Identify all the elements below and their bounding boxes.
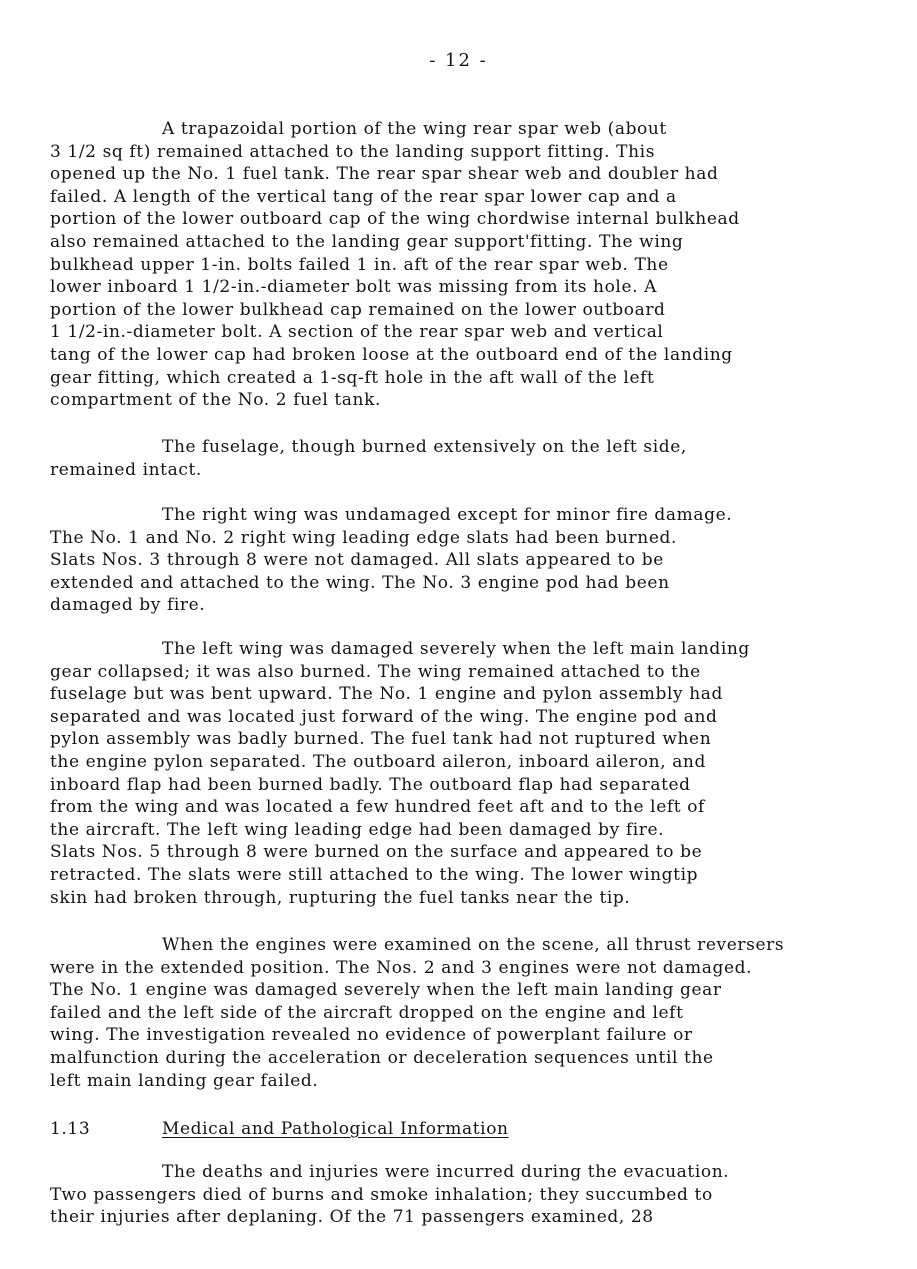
paragraph-line: damaged by fire. <box>50 595 206 616</box>
paragraph-wing-rear-spar <box>50 118 890 412</box>
paragraph-line: lower inboard 1 1/2-in.-diameter bolt was missing from its hole. A <box>50 277 657 298</box>
paragraph-line: Slats Nos. 3 through 8 were not damaged. All slats appeared to be <box>50 550 664 571</box>
paragraph-line: 1 1/2-in.-diameter bolt. A section of the rear spar web and vertical <box>50 322 664 343</box>
paragraph-line: tang of the lower cap had broken loose at the outboard end of the landing <box>50 344 733 365</box>
paragraph-line: The fuselage, though burned extensively on the left side, <box>162 437 687 457</box>
paragraph-line: failed and the left side of the aircraft dropped on the engine and left <box>50 1002 684 1023</box>
paragraph-medical <box>50 1161 890 1229</box>
section-title: Medical and Pathological Information <box>162 1119 509 1139</box>
paragraph-line: The No. 1 engine was damaged severely when the left main landing gear <box>50 980 722 1001</box>
paragraph-line: bulkhead upper 1-in. bolts failed 1 in. aft of the rear spar web. The <box>50 254 669 275</box>
paragraph-line: gear collapsed; it was also burned. The wing remained attached to the <box>50 661 701 682</box>
paragraph-line: Two passengers died of burns and smoke inhalation; they succumbed to <box>50 1184 713 1205</box>
paragraph-right-wing <box>50 504 890 617</box>
paragraph-engines <box>50 934 890 1092</box>
section-heading <box>50 1117 509 1141</box>
paragraph-line: separated and was located just forward of the wing. The engine pod and <box>50 706 718 727</box>
paragraph-line: skin had broken through, rupturing the fuel tanks near the tip. <box>50 887 631 908</box>
paragraph-line: When the engines were examined on the scene, all thrust reversers <box>162 935 785 955</box>
paragraph-line: Slats Nos. 5 through 8 were burned on the surface and appeared to be <box>50 842 703 863</box>
paragraph-line: wing. The investigation revealed no evidence of powerplant failure or <box>50 1025 693 1046</box>
paragraph-line: The right wing was undamaged except for minor fire damage. <box>162 505 733 525</box>
paragraph-line: fuselage but was bent upward. The No. 1 engine and pylon assembly had <box>50 684 723 705</box>
paragraph-line: also remained attached to the landing gear support'fitting. The wing <box>50 231 684 252</box>
paragraph-line: from the wing and was located a few hundred feet aft and to the left of <box>50 797 705 818</box>
paragraph-line: 3 1/2 sq ft) remained attached to the landing support fitting. This <box>50 141 656 162</box>
paragraph-line: portion of the lower outboard cap of the wing chordwise internal bulkhead <box>50 209 740 230</box>
section-number: 1.13 <box>50 1119 91 1139</box>
paragraph-line: extended and attached to the wing. The No. 3 engine pod had been <box>50 572 670 593</box>
paragraph-line: were in the extended position. The Nos. 2 and 3 engines were not damaged. <box>50 957 753 978</box>
paragraph-line: The left wing was damaged severely when the left main landing <box>162 639 750 659</box>
paragraph-line: remained intact. <box>50 459 202 480</box>
paragraph-line: malfunction during the acceleration or deceleration sequences until the <box>50 1047 714 1068</box>
paragraph-line: their injuries after deplaning. Of the 71 passengers examined, 28 <box>50 1207 654 1228</box>
paragraph-line: pylon assembly was badly burned. The fuel tank had not ruptured when <box>50 729 712 750</box>
paragraph-line: the engine pylon separated. The outboard aileron, inboard aileron, and <box>50 751 706 772</box>
paragraph-line: gear fitting, which created a 1-sq-ft hole in the aft wall of the left <box>50 367 655 388</box>
paragraph-line: inboard flap had been burned badly. The outboard flap had separated <box>50 774 691 795</box>
paragraph-line: the aircraft. The left wing leading edge had been damaged by fire. <box>50 819 665 840</box>
paragraph-fuselage <box>50 436 890 481</box>
paragraph-line: A trapazoidal portion of the wing rear spar web (about <box>162 119 667 139</box>
paragraph-line: The deaths and injuries were incurred during the evacuation. <box>162 1162 730 1182</box>
paragraph-line: The No. 1 and No. 2 right wing leading edge slats had been burned. <box>50 527 677 548</box>
paragraph-line: portion of the lower bulkhead cap remained on the lower outboard <box>50 299 666 320</box>
paragraph-line: compartment of the No. 2 fuel tank. <box>50 390 381 411</box>
paragraph-line: opened up the No. 1 fuel tank. The rear spar shear web and doubler had <box>50 164 719 185</box>
paragraph-line: left main landing gear failed. <box>50 1070 319 1091</box>
paragraph-line: failed. A length of the vertical tang of the rear spar lower cap and a <box>50 186 677 207</box>
paragraph-left-wing <box>50 638 890 909</box>
paragraph-line: retracted. The slats were still attached to the wing. The lower wingtip <box>50 864 699 885</box>
page-number: - 12 - <box>429 50 488 71</box>
